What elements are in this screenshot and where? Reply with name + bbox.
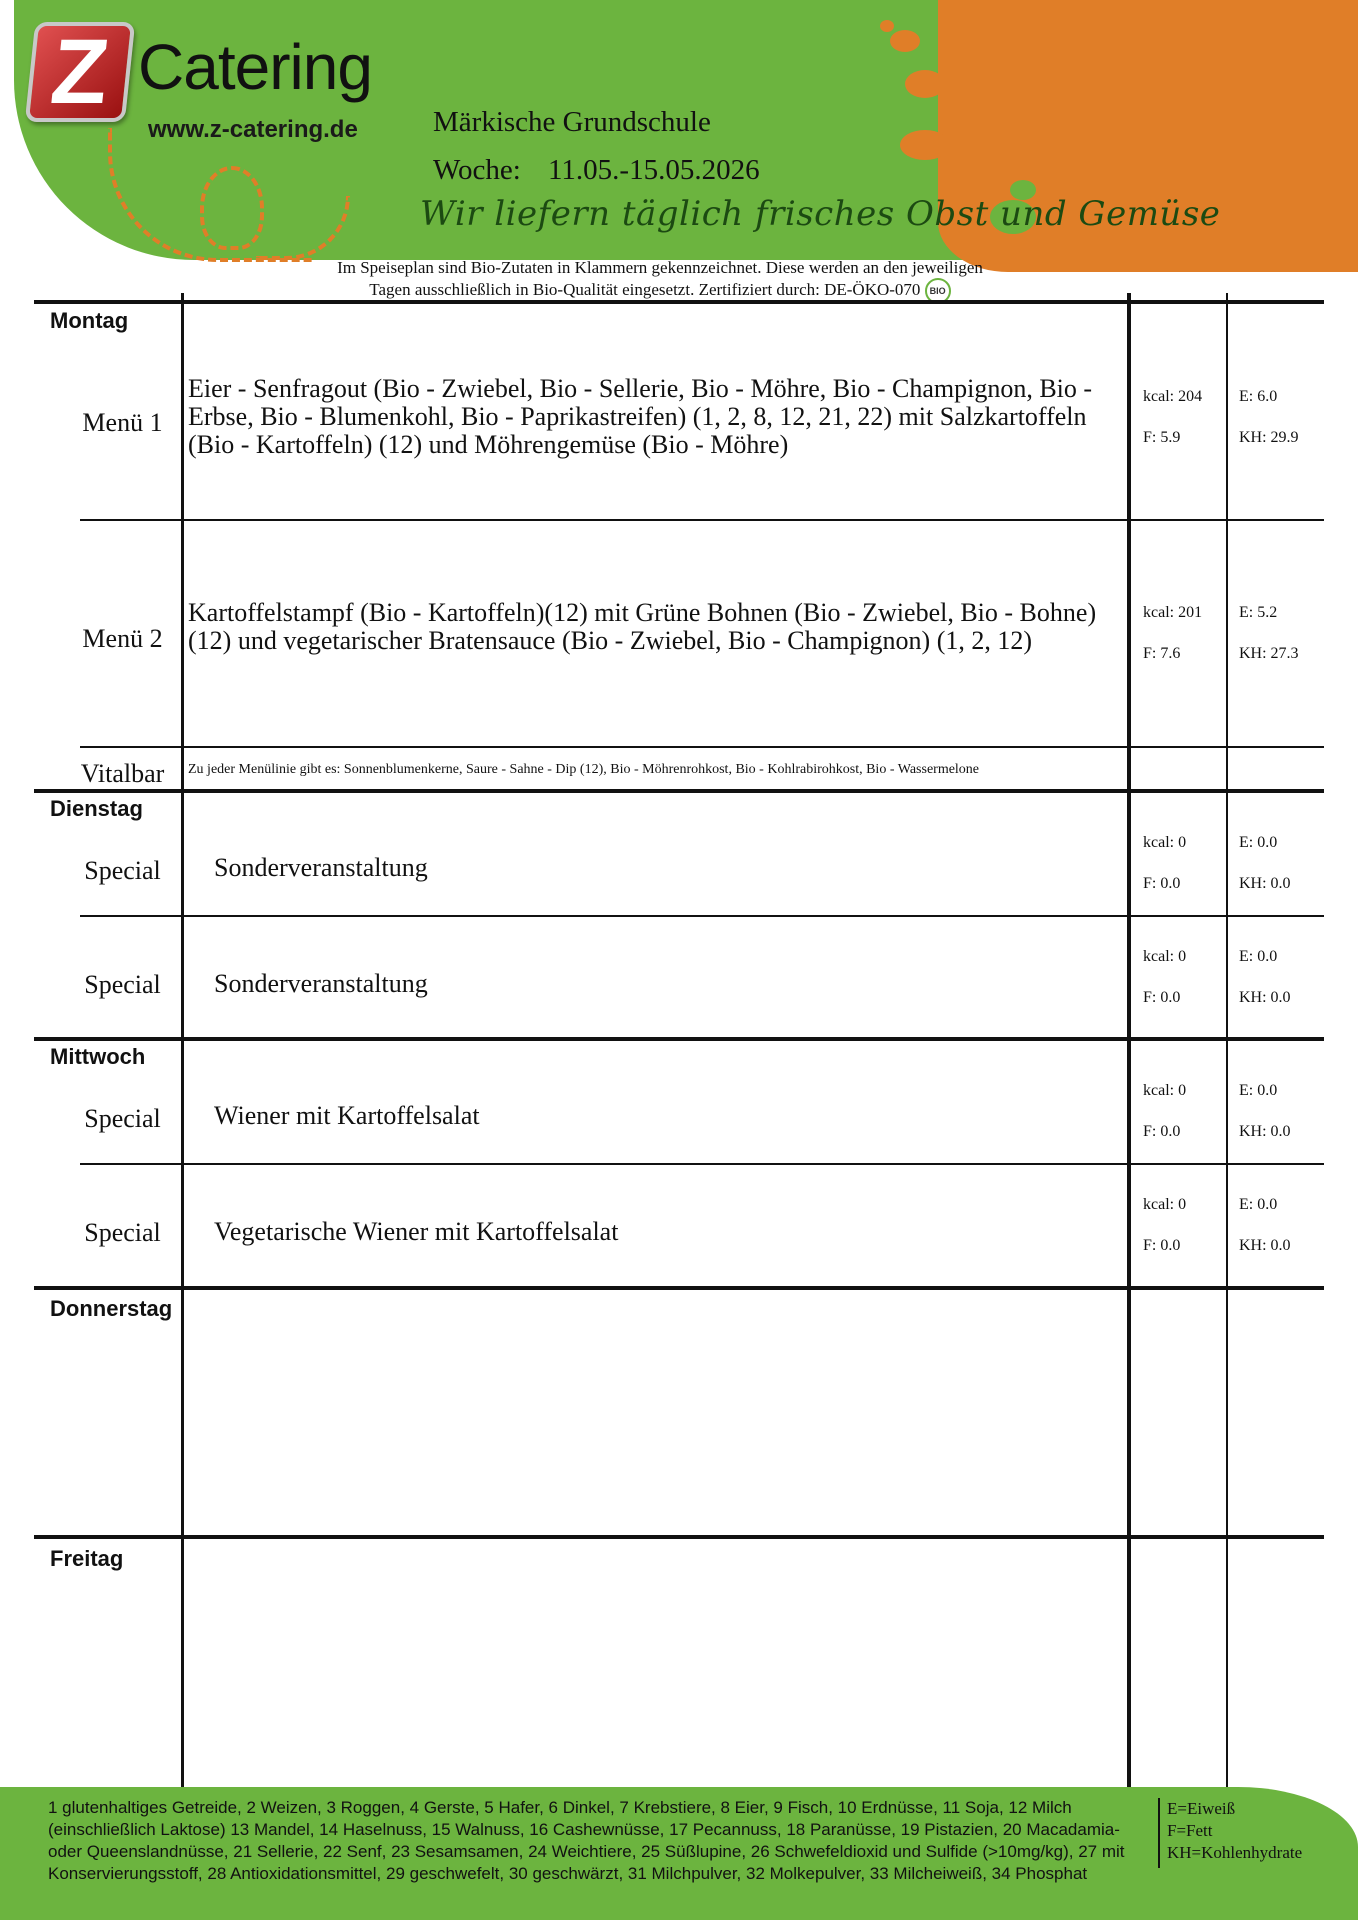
dish-description: Sonderveranstaltung	[214, 853, 428, 882]
nutrition-fat: F: 7.6	[1143, 645, 1181, 662]
nutrition-kcal: kcal: 204	[1143, 388, 1203, 405]
menu-label: Special	[84, 970, 161, 999]
paint-splash	[905, 70, 945, 98]
nutrition-protein: E: 0.0	[1239, 834, 1278, 851]
menu-label: Special	[84, 1104, 161, 1133]
logo-z-icon: Z	[25, 22, 136, 122]
legend-carbs: KH=Kohlenhydrate	[1167, 1843, 1303, 1862]
legend-fat: F=Fett	[1167, 1821, 1213, 1840]
nutrition-kcal: kcal: 0	[1143, 948, 1187, 965]
day-label-dienstag: Dienstag	[50, 796, 143, 821]
nutrition-fat: F: 5.9	[1143, 429, 1181, 446]
legend-protein: E=Eiweiß	[1167, 1799, 1236, 1818]
nutrition-carbs: KH: 0.0	[1239, 1237, 1291, 1254]
dish-description: Eier - Senfragout (Bio - Zwiebel, Bio - Sellerie, Bio - Möhre, Bio - Champignon, Bio - Erbse, Bio - Blumenkohl, Bio - Paprikastreifen) (1, 2, 8, 12, 21, 22) mit Salzkartoffeln (Bio - Kartoffeln) (12) und Möhrengemüse (Bio - Möhre)	[188, 374, 1093, 459]
column-divider	[181, 293, 184, 1790]
week-label: Woche:	[433, 154, 521, 186]
paint-splash	[900, 130, 950, 160]
paint-splash	[890, 30, 920, 52]
row-separator	[80, 519, 1324, 521]
day-separator	[34, 300, 1324, 304]
vitalbar-text: Zu jeder Menülinie gibt es: Sonnenblumenkerne, Saure - Sahne - Dip (12), Bio - Möhrenrohkost, Bio - Kohlrabirohkost, Bio - Wassermelone	[188, 762, 980, 777]
bio-seal-icon: BIO	[925, 278, 951, 304]
nutrition-kcal: kcal: 0	[1143, 1196, 1187, 1213]
day-separator	[34, 789, 1324, 793]
nutrition-protein: E: 5.2	[1239, 604, 1278, 621]
column-divider	[1127, 293, 1131, 1790]
row-separator	[80, 915, 1324, 917]
nutrition-protein: E: 0.0	[1239, 1196, 1278, 1213]
vitalbar-label: Vitalbar	[80, 759, 165, 788]
slogan: Wir liefern täglich frisches Obst und Gemüse	[420, 194, 1221, 234]
row-separator	[80, 746, 1324, 748]
nutrition-carbs: KH: 0.0	[1239, 875, 1291, 892]
footer-divider	[1158, 1798, 1160, 1868]
row-separator	[80, 1163, 1324, 1165]
dish-description: Wiener mit Kartoffelsalat	[214, 1101, 480, 1130]
nutrition-fat: F: 0.0	[1143, 875, 1181, 892]
day-label-mittwoch: Mittwoch	[50, 1044, 146, 1069]
nutrition-protein: E: 6.0	[1239, 388, 1278, 405]
dish-description: Kartoffelstampf (Bio - Kartoffeln)(12) mit Grüne Bohnen (Bio - Zwiebel, Bio - Bohne) (12) und vegetarischer Bratensauce (Bio - Zwiebel, Bio - Champignon) (1, 2, 12)	[188, 598, 1097, 655]
day-label-donnerstag: Donnerstag	[50, 1296, 173, 1321]
paint-splash	[880, 20, 894, 32]
menu-label: Menü 1	[82, 408, 163, 437]
day-label-freitag: Freitag	[50, 1546, 124, 1571]
nutrition-fat: F: 0.0	[1143, 1123, 1181, 1140]
column-divider	[1226, 293, 1228, 1790]
menu-label: Special	[84, 1218, 161, 1247]
day-separator	[34, 1535, 1324, 1539]
nutrition-fat: F: 0.0	[1143, 1237, 1181, 1254]
day-separator	[34, 1286, 1324, 1290]
logo-brand-name: Catering	[138, 31, 372, 103]
menu-label: Special	[84, 856, 161, 885]
dish-description: Vegetarische Wiener mit Kartoffelsalat	[214, 1217, 619, 1246]
week-range: 11.05.-15.05.2026	[548, 154, 760, 186]
logo-website: www.z-catering.de	[148, 116, 358, 143]
nutrition-carbs: KH: 27.3	[1239, 645, 1299, 662]
nutrition-legend	[1167, 1798, 1302, 1864]
allergen-list: 1 glutenhaltiges Getreide, 2 Weizen, 3 Roggen, 4 Gerste, 5 Hafer, 6 Dinkel, 7 Krebstiere, 8 Eier, 9 Fisch, 10 Erdnüsse, 11 Soja, 12 Milch (einschließlich Laktose) 13 Mandel, 14 Haselnuss, 15 Walnuss, 16 Cashewnüsse, 17 Pecannuss, 18 Paranüsse, 19 Pistazien, 20 Macadamia- oder Queenslandnüsse, 21 Sellerie, 22 Senf, 23 Sesamsamen, 24 Weichtiere, 25 Süßlupine, 26 Schwefeldioxid und Sulfide (>10mg/kg), 27 mit Konservierungsstoff, 28 Antioxidationsmittel, 29 geschwefelt, 30 geschwärzt, 31 Milchpulver, 32 Molkepulver, 33 Milcheiweiß, 34 Phosphat	[48, 1798, 1125, 1883]
day-label-montag: Montag	[50, 308, 129, 333]
nutrition-carbs: KH: 29.9	[1239, 429, 1299, 446]
menu-label: Menü 2	[82, 624, 163, 653]
day-separator	[34, 1037, 1324, 1041]
dashed-swirl-decoration	[200, 166, 264, 250]
dish-description: Sonderveranstaltung	[214, 969, 428, 998]
nutrition-kcal: kcal: 201	[1143, 604, 1203, 621]
nutrition-protein: E: 0.0	[1239, 948, 1278, 965]
nutrition-kcal: kcal: 0	[1143, 1082, 1187, 1099]
nutrition-carbs: KH: 0.0	[1239, 1123, 1291, 1140]
nutrition-carbs: KH: 0.0	[1239, 989, 1291, 1006]
nutrition-protein: E: 0.0	[1239, 1082, 1278, 1099]
bio-note: Im Speiseplan sind Bio-Zutaten in Klammern gekennzeichnet. Diese werden an den jeweiligen Tagen ausschließlich in Bio-Qualität eingesetzt. Zertifiziert durch: DE-ÖKO-070 BIO	[280, 258, 1040, 304]
school-name: Märkische Grundschule	[433, 106, 711, 138]
nutrition-fat: F: 0.0	[1143, 989, 1181, 1006]
nutrition-kcal: kcal: 0	[1143, 834, 1187, 851]
